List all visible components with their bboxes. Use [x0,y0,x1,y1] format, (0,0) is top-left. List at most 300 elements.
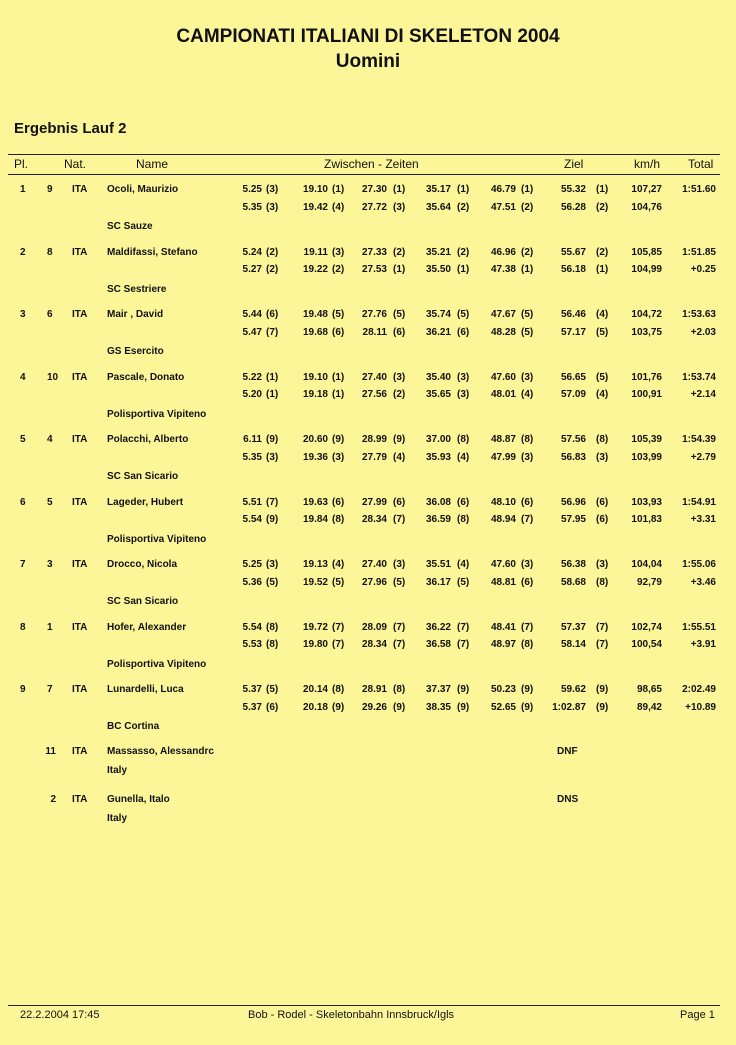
bib-number: 1 [47,621,53,633]
split-time: 35.51 [425,559,451,570]
nation: ITA [72,794,88,805]
split-rank: (6) [457,496,470,508]
split-time: 5.35 [242,451,262,463]
col-header-nat: Nat. [64,157,87,171]
split-time: 48.28 [490,326,516,338]
split-time: 19.48 [302,309,328,320]
athlete-name: Massasso, Alessandrc [107,746,214,757]
split-rank: (6) [457,326,470,338]
gap-time: +2.03 [690,326,716,338]
split-rank: (9) [266,514,279,525]
split-rank: (3) [266,201,279,213]
split-rank: (3) [266,559,279,570]
split-time: 46.79 [490,184,516,195]
split-rank: (4) [457,559,470,570]
bib-number: 11 [45,746,56,757]
finish-time: 58.68 [560,576,586,588]
club: SC Sauze [107,221,153,232]
speed-kmh: 103,75 [631,326,662,338]
split-rank: (8) [266,621,279,633]
split-rank: (7) [393,621,406,633]
split-time: 19.13 [302,559,328,570]
rank: 5 [20,434,26,445]
gap-time: +0.25 [690,264,716,275]
split-rank: (2) [266,246,279,258]
total-time: 1:51.85 [682,246,716,258]
speed-kmh: 101,76 [631,371,662,383]
bib-number: 10 [47,371,59,383]
split-rank: (1) [332,389,345,400]
split-rank: (7) [266,496,279,508]
speed-kmh: 104,99 [631,264,662,275]
split-time: 47.60 [490,371,516,383]
athlete-name: Drocco, Nicola [107,559,178,570]
split-time: 48.41 [490,621,516,633]
split-rank: (6) [521,496,534,508]
split-rank: (2) [393,389,406,400]
run-label: Ergebnis Lauf 2 [14,120,127,137]
speed-kmh: 89,42 [636,701,662,713]
athlete-name: Ocoli, Maurizio [107,184,179,195]
finish-rank: (8) [596,576,609,588]
nation: ITA [72,684,88,695]
split-time: 47.51 [490,201,516,213]
split-rank: (8) [521,434,534,445]
total-time: 1:55.51 [682,621,716,633]
split-rank: (9) [393,701,406,713]
speed-kmh: 92,79 [636,576,662,588]
split-rank: (3) [266,451,279,463]
club: SC Sestriere [107,283,167,295]
split-rank: (8) [457,434,470,445]
total-time: 1:51.60 [682,184,716,195]
split-time: 28.11 [362,326,387,338]
nation: ITA [72,371,88,383]
split-time: 27.56 [361,389,387,400]
speed-kmh: 103,93 [631,496,662,508]
split-time: 20.60 [302,434,328,445]
split-rank: (6) [393,496,406,508]
split-time: 19.10 [302,371,328,383]
split-time: 27.53 [361,264,387,275]
rank: 7 [20,559,26,570]
split-time: 35.21 [425,246,451,258]
split-time: 36.17 [425,576,451,588]
finish-rank: (9) [596,701,609,713]
split-time: 36.59 [425,514,451,525]
gap-time: +10.89 [685,701,716,713]
split-rank: (1) [457,264,470,275]
footer-page: Page 1 [680,1009,715,1021]
finish-rank: (1) [596,264,609,275]
gap-time: +3.46 [690,576,716,588]
split-rank: (3) [332,246,345,258]
rank: 3 [20,309,26,320]
split-time: 35.50 [425,264,451,275]
split-rank: (8) [332,684,345,695]
split-rank: (5) [521,309,534,320]
total-time: 1:53.74 [682,371,716,383]
split-time: 20.14 [302,684,328,695]
finish-rank: (1) [596,184,609,195]
finish-rank: (7) [596,621,609,633]
club: Italy [107,813,128,824]
split-rank: (7) [457,621,470,633]
split-time: 48.01 [490,389,516,400]
finish-rank: (2) [596,246,609,258]
gap-time: +2.79 [690,451,716,463]
speed-kmh: 101,83 [631,514,662,525]
split-rank: (8) [332,514,345,525]
club: Polisportiva Vipiteno [107,533,207,545]
speed-kmh: 107,27 [631,184,662,195]
gap-time: +3.91 [690,639,716,650]
club: SC San Sicario [107,471,179,482]
split-time: 5.37 [242,684,262,695]
split-rank: (5) [393,309,406,320]
split-time: 52.65 [490,701,516,713]
split-time: 5.47 [242,326,262,338]
split-rank: (9) [332,434,345,445]
gap-time: +3.31 [690,514,716,525]
speed-kmh: 98,65 [636,684,662,695]
split-rank: (9) [521,684,534,695]
status-label: DNF [557,746,578,757]
split-rank: (3) [266,184,279,195]
split-time: 35.74 [425,309,451,320]
split-rank: (5) [521,326,534,338]
split-rank: (2) [393,246,406,258]
split-time: 27.76 [361,309,387,320]
rank: 8 [20,621,26,633]
finish-rank: (5) [596,371,609,383]
split-rank: (6) [266,701,279,713]
split-time: 35.65 [425,389,451,400]
split-time: 5.54 [242,514,262,525]
finish-time: 56.18 [560,264,586,275]
split-rank: (9) [457,701,470,713]
split-rank: (2) [266,264,279,275]
split-rank: (9) [457,684,470,695]
split-rank: (2) [521,201,534,213]
finish-time: 57.56 [560,434,586,445]
finish-rank: (6) [596,514,609,525]
document-title: CAMPIONATI ITALIANI DI SKELETON 2004 [176,26,560,47]
split-rank: (3) [521,559,534,570]
split-time: 5.36 [242,576,262,588]
split-time: 29.26 [361,701,387,713]
split-rank: (5) [457,309,470,320]
bib-number: 9 [47,184,53,195]
split-rank: (3) [393,371,406,383]
split-time: 27.99 [361,496,387,508]
split-time: 20.18 [302,701,328,713]
footer-datetime: 22.2.2004 17:45 [20,1009,100,1021]
split-time: 5.54 [242,621,262,633]
split-time: 35.17 [425,184,451,195]
split-time: 36.08 [425,496,451,508]
club: Italy [107,765,128,776]
split-rank: (6) [521,576,534,588]
split-rank: (3) [521,371,534,383]
split-time: 35.93 [425,451,451,463]
split-time: 19.68 [302,326,328,338]
split-time: 5.35 [242,201,262,213]
split-time: 28.91 [361,684,387,695]
split-rank: (7) [266,326,279,338]
split-time: 19.22 [302,264,328,275]
split-rank: (4) [332,201,345,213]
split-time: 47.67 [490,309,516,320]
split-rank: (8) [266,639,279,650]
split-time: 27.33 [361,246,387,258]
rank: 2 [20,246,26,258]
split-rank: (1) [393,264,406,275]
split-rank: (9) [266,434,279,445]
finish-rank: (4) [596,309,609,320]
club: GS Esercito [107,346,164,357]
split-time: 36.22 [425,621,451,633]
split-time: 19.80 [302,639,328,650]
split-rank: (7) [393,514,406,525]
status-label: DNS [557,794,579,805]
total-time: 1:54.39 [682,434,716,445]
finish-rank: (3) [596,451,609,463]
split-time: 28.99 [361,434,387,445]
finish-time: 56.46 [560,309,586,320]
split-time: 19.10 [302,184,328,195]
split-rank: (6) [332,496,345,508]
col-header-ziel: Ziel [564,157,584,171]
athlete-name: Lunardelli, Luca [107,684,184,695]
split-time: 46.96 [490,246,516,258]
split-time: 37.00 [425,434,451,445]
split-time: 27.72 [361,201,387,213]
split-time: 5.27 [242,264,262,275]
split-rank: (5) [266,684,279,695]
split-time: 5.24 [242,246,262,258]
col-header-total: Total [688,157,714,171]
split-rank: (8) [457,514,470,525]
split-rank: (1) [266,389,279,400]
athlete-name: Lageder, Hubert [107,496,184,508]
athlete-name: Pascale, Donato [107,371,185,383]
col-header-kmh: km/h [634,157,661,171]
bib-number: 3 [47,559,53,570]
split-time: 5.25 [242,184,262,195]
nation: ITA [72,496,88,508]
gap-time: +2.14 [690,389,716,400]
nation: ITA [72,746,88,757]
split-time: 19.84 [302,514,328,525]
finish-rank: (7) [596,639,609,650]
nation: ITA [72,184,88,195]
rank: 4 [20,371,26,383]
bib-number: 2 [50,794,56,805]
split-rank: (6) [332,326,345,338]
bib-number: 8 [47,246,53,258]
split-time: 27.40 [361,559,387,570]
split-rank: (4) [332,559,345,570]
split-rank: (1) [332,371,345,383]
nation: ITA [72,559,88,570]
athlete-name: Gunella, Italo [107,794,170,805]
split-time: 19.72 [302,621,328,633]
split-time: 48.97 [490,639,516,650]
split-rank: (4) [521,389,534,400]
split-rank: (9) [393,434,406,445]
athlete-name: Maldifassi, Stefano [107,246,198,258]
speed-kmh: 104,72 [631,309,662,320]
bib-number: 7 [47,684,53,695]
split-rank: (9) [521,701,534,713]
split-rank: (8) [393,684,406,695]
col-header-name: Name [136,157,169,171]
nation: ITA [72,246,88,258]
speed-kmh: 104,76 [631,201,662,213]
split-rank: (6) [393,326,406,338]
split-rank: (5) [393,576,406,588]
split-time: 37.37 [425,684,451,695]
split-rank: (1) [521,264,534,275]
document-subtitle: Uomini [335,51,401,72]
finish-rank: (8) [596,434,609,445]
split-time: 5.20 [242,389,262,400]
finish-time: 58.14 [560,639,586,650]
speed-kmh: 103,99 [631,451,662,463]
total-time: 1:55.06 [682,559,716,570]
club: Polisportiva Vipiteno [107,658,207,670]
split-time: 35.64 [425,201,451,213]
finish-time: 56.28 [560,201,586,213]
finish-time: 57.09 [560,389,586,400]
finish-time: 1:02.87 [552,701,586,713]
split-rank: (3) [457,389,470,400]
col-header-splits: Zwischen - Zeiten [324,157,419,171]
speed-kmh: 105,39 [631,434,662,445]
split-time: 27.96 [361,576,387,588]
split-time: 48.81 [490,576,516,588]
split-rank: (8) [521,639,534,650]
split-time: 19.42 [302,201,328,213]
split-time: 19.11 [303,246,328,258]
finish-rank: (2) [596,201,609,213]
split-time: 5.25 [242,559,262,570]
bib-number: 6 [47,309,53,320]
split-time: 5.44 [242,309,262,320]
split-time: 36.21 [425,326,451,338]
athlete-name: Mair , David [107,309,164,320]
split-time: 19.63 [302,496,328,508]
split-rank: (3) [332,451,345,463]
split-time: 28.34 [361,514,387,525]
split-rank: (5) [332,309,345,320]
rank: 6 [20,496,26,508]
finish-rank: (4) [596,389,609,400]
split-time: 48.10 [490,496,516,508]
speed-kmh: 104,04 [631,559,662,570]
split-rank: (4) [393,451,406,463]
split-rank: (5) [457,576,470,588]
split-rank: (1) [332,184,345,195]
split-rank: (2) [457,246,470,258]
athlete-name: Polacchi, Alberto [107,434,189,445]
split-time: 28.34 [361,639,387,650]
split-rank: (3) [457,371,470,383]
split-time: 38.35 [425,701,451,713]
split-time: 5.51 [242,496,262,508]
split-rank: (3) [393,201,406,213]
split-rank: (7) [521,621,534,633]
total-time: 2:02.49 [682,684,716,695]
split-rank: (5) [332,576,345,588]
rank: 1 [20,184,26,195]
split-rank: (7) [332,621,345,633]
nation: ITA [72,434,88,445]
split-time: 27.30 [361,184,387,195]
club: SC San Sicario [107,596,179,607]
split-rank: (1) [457,184,470,195]
split-time: 50.23 [490,684,516,695]
split-time: 47.38 [490,264,516,275]
nation: ITA [72,309,88,320]
split-time: 27.40 [361,371,387,383]
speed-kmh: 100,91 [631,389,662,400]
speed-kmh: 102,74 [631,621,662,633]
total-time: 1:53.63 [682,309,716,320]
athlete-name: Hofer, Alexander [107,621,187,633]
finish-time: 57.17 [560,326,586,338]
split-rank: (5) [266,576,279,588]
split-time: 47.99 [490,451,516,463]
split-rank: (7) [457,639,470,650]
split-time: 19.52 [302,576,328,588]
split-rank: (3) [393,559,406,570]
finish-rank: (9) [596,684,609,695]
split-time: 48.94 [490,514,516,525]
club: Polisportiva Vipiteno [107,408,207,420]
split-time: 19.18 [302,389,328,400]
split-rank: (7) [521,514,534,525]
split-rank: (4) [457,451,470,463]
split-rank: (1) [393,184,406,195]
finish-time: 56.65 [560,371,586,383]
finish-rank: (6) [596,496,609,508]
split-time: 5.22 [242,371,262,383]
split-time: 27.79 [361,451,387,463]
finish-time: 56.38 [560,559,586,570]
split-rank: (7) [332,639,345,650]
split-rank: (1) [521,184,534,195]
split-time: 28.09 [361,621,387,633]
col-header-pl: Pl. [14,157,29,171]
split-rank: (1) [266,371,279,383]
split-rank: (2) [521,246,534,258]
total-time: 1:54.91 [682,496,716,508]
split-rank: (2) [457,201,470,213]
split-time: 47.60 [490,559,516,570]
split-time: 5.37 [242,701,262,713]
split-time: 5.53 [242,639,262,650]
finish-time: 56.83 [560,451,586,463]
finish-rank: (3) [596,559,609,570]
split-rank: (7) [393,639,406,650]
split-time: 6.11 [243,434,262,445]
split-time: 48.87 [490,434,516,445]
club: BC Cortina [107,721,160,732]
rank: 9 [20,684,26,695]
finish-time: 55.67 [560,246,586,258]
